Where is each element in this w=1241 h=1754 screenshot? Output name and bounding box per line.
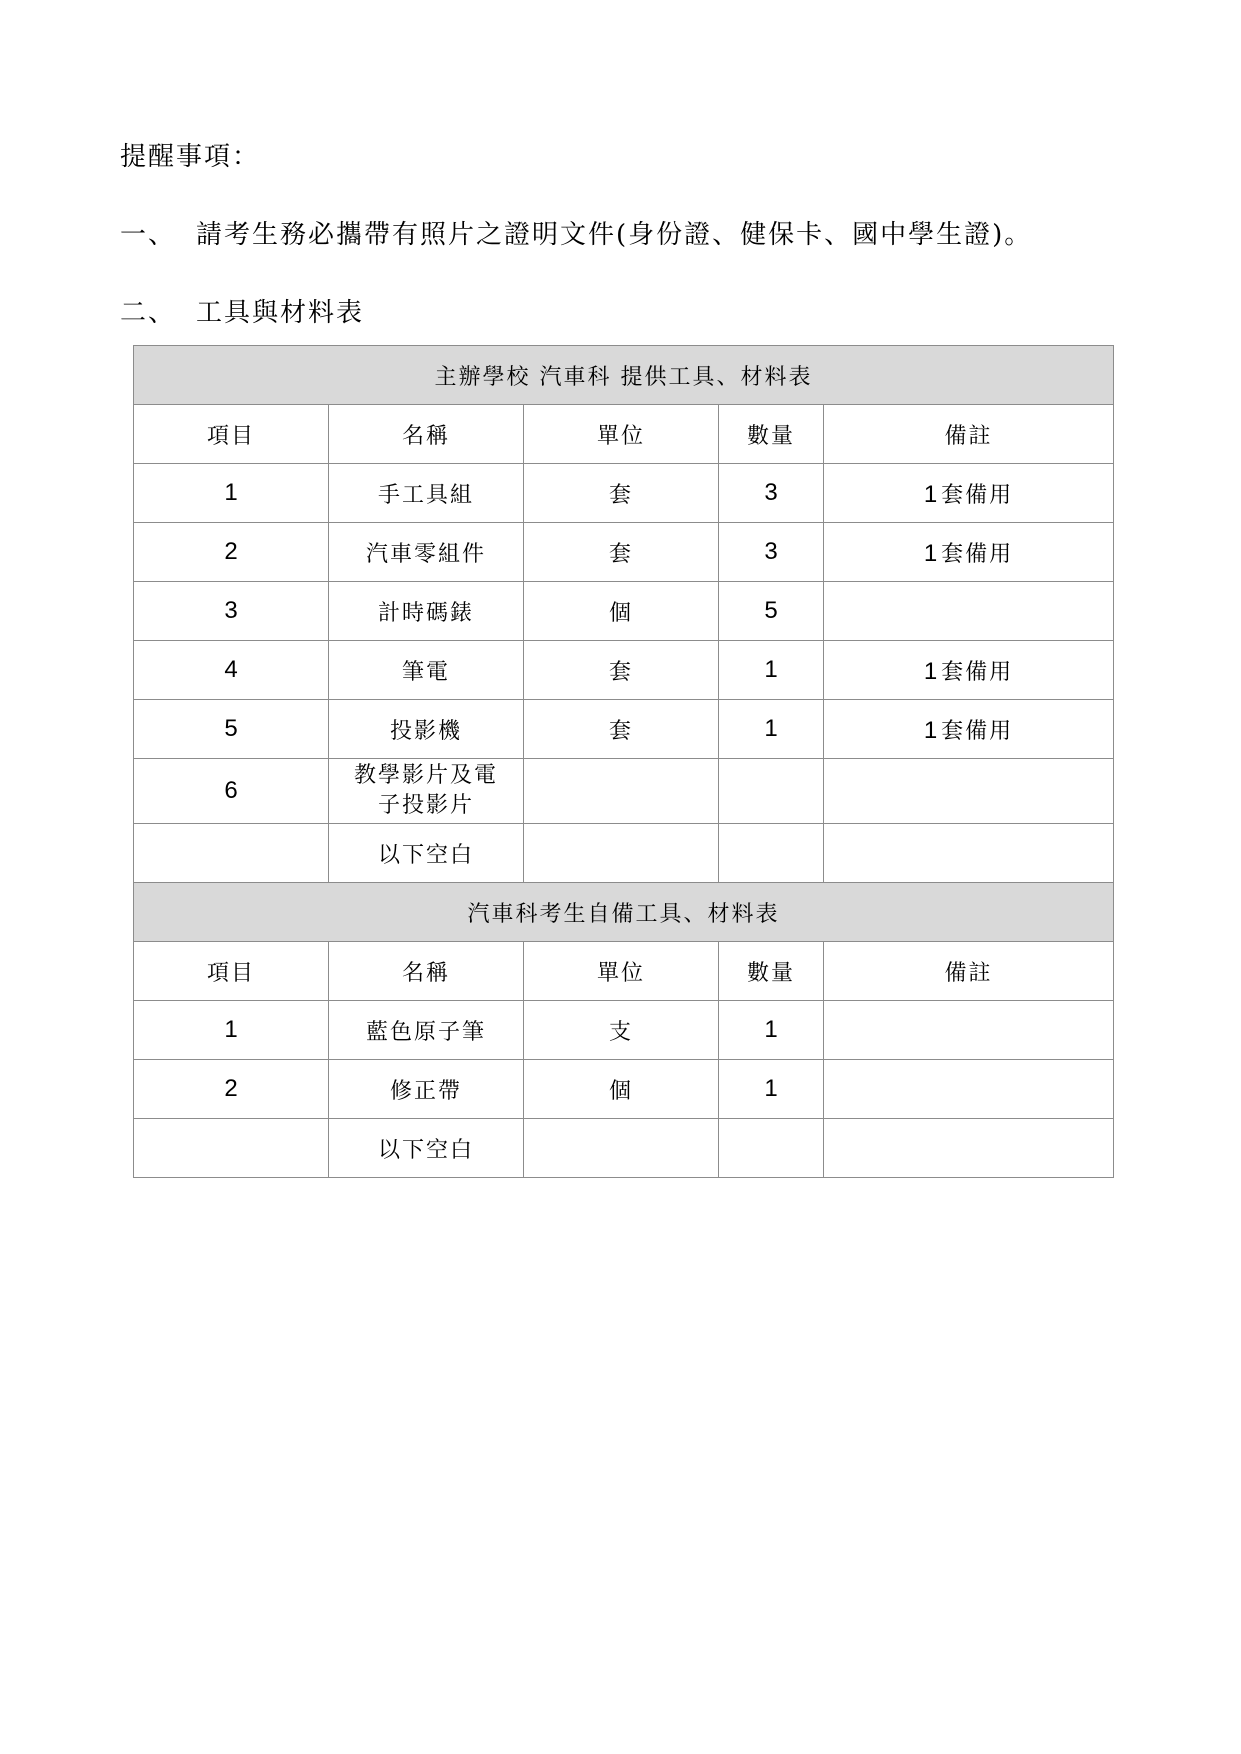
table-row (134, 700, 1114, 759)
table1-header-item: 項目 (134, 405, 329, 464)
table1-header-remark: 備註 (824, 405, 1114, 464)
table-row (134, 641, 1114, 700)
table1-header-unit: 單位 (524, 405, 719, 464)
table-row (134, 824, 1114, 883)
remark-cell (824, 641, 1114, 700)
name-cell (329, 759, 524, 824)
remark-cell (824, 1119, 1114, 1178)
remark-cell (824, 523, 1114, 582)
reminder-title: 提醒事項： (120, 142, 261, 172)
qty-cell: 3 (719, 523, 824, 582)
item-cell: 1 (134, 1001, 329, 1060)
remark-cell (824, 582, 1114, 641)
qty-cell (719, 824, 824, 883)
remark-text: 套備用 (941, 659, 1014, 685)
name-cell: 汽車零組件 (329, 523, 524, 582)
table1-title: 主辦學校 汽車科 提供工具、材料表 (134, 346, 1114, 405)
table2-header-name: 名稱 (329, 942, 524, 1001)
unit-cell: 支 (524, 1001, 719, 1060)
item-cell: 5 (134, 700, 329, 759)
table-row (134, 1001, 1114, 1060)
unit-cell: 套 (524, 641, 719, 700)
table-row (134, 1119, 1114, 1178)
table2-header-qty: 數量 (719, 942, 824, 1001)
reminder-item-1-text: 請考生務必攜帶有照片之證明文件(身份證、健保卡、國中學生證)。 (196, 220, 1033, 250)
qty-cell (719, 1119, 824, 1178)
table-row (134, 1060, 1114, 1119)
remark-cell (824, 824, 1114, 883)
table2-header-item: 項目 (134, 942, 329, 1001)
item-cell: 4 (134, 641, 329, 700)
remark-number: 1 (923, 539, 938, 567)
name-cell: 筆電 (329, 641, 524, 700)
remark-cell (824, 759, 1114, 824)
remark-number: 1 (923, 480, 938, 508)
unit-cell (524, 824, 719, 883)
unit-cell (524, 759, 719, 824)
remark-text: 套備用 (941, 482, 1014, 508)
reminder-item-1-number: 一、 (120, 220, 177, 250)
materials-table (133, 345, 1114, 1178)
remark-number: 1 (923, 657, 938, 685)
reminder-item-1 (120, 214, 1032, 251)
item-cell: 1 (134, 464, 329, 523)
table-row (134, 759, 1114, 824)
reminder-item-2-number: 二、 (120, 298, 177, 328)
remark-number: 1 (923, 716, 938, 744)
qty-cell: 1 (719, 700, 824, 759)
item-cell: 6 (134, 759, 329, 824)
table2-title: 汽車科考生自備工具、材料表 (134, 883, 1114, 942)
reminder-item-2-text: 工具與材料表 (196, 298, 365, 328)
unit-cell: 個 (524, 1060, 719, 1119)
qty-cell: 1 (719, 1060, 824, 1119)
table2-header-remark: 備註 (824, 942, 1114, 1001)
remark-cell (824, 464, 1114, 523)
reminder-item-2 (120, 292, 364, 329)
qty-cell: 1 (719, 1001, 824, 1060)
name-text: 教學影片及電子投影片 (353, 763, 498, 818)
remark-cell (824, 1060, 1114, 1119)
qty-cell: 5 (719, 582, 824, 641)
item-cell (134, 824, 329, 883)
table-row (134, 582, 1114, 641)
unit-cell: 套 (524, 700, 719, 759)
qty-cell: 1 (719, 641, 824, 700)
name-cell: 計時碼錶 (329, 582, 524, 641)
unit-cell: 套 (524, 523, 719, 582)
item-cell (134, 1119, 329, 1178)
qty-cell (719, 759, 824, 824)
name-cell: 修正帶 (329, 1060, 524, 1119)
table1-header-qty: 數量 (719, 405, 824, 464)
table-row (134, 464, 1114, 523)
remark-cell (824, 1001, 1114, 1060)
name-cell: 以下空白 (329, 824, 524, 883)
table2-title-row (134, 883, 1114, 942)
name-cell: 以下空白 (329, 1119, 524, 1178)
remark-text: 套備用 (941, 718, 1014, 744)
table1-title-row (134, 346, 1114, 405)
name-cell: 手工具組 (329, 464, 524, 523)
table2-header-row (134, 942, 1114, 1001)
name-cell: 投影機 (329, 700, 524, 759)
table1-header-row (134, 405, 1114, 464)
table1-header-name: 名稱 (329, 405, 524, 464)
table2-header-unit: 單位 (524, 942, 719, 1001)
item-cell: 2 (134, 1060, 329, 1119)
item-cell: 2 (134, 523, 329, 582)
table-row (134, 523, 1114, 582)
unit-cell: 套 (524, 464, 719, 523)
qty-cell: 3 (719, 464, 824, 523)
remark-text: 套備用 (941, 541, 1014, 567)
unit-cell: 個 (524, 582, 719, 641)
unit-cell (524, 1119, 719, 1178)
name-cell: 藍色原子筆 (329, 1001, 524, 1060)
item-cell: 3 (134, 582, 329, 641)
remark-cell (824, 700, 1114, 759)
